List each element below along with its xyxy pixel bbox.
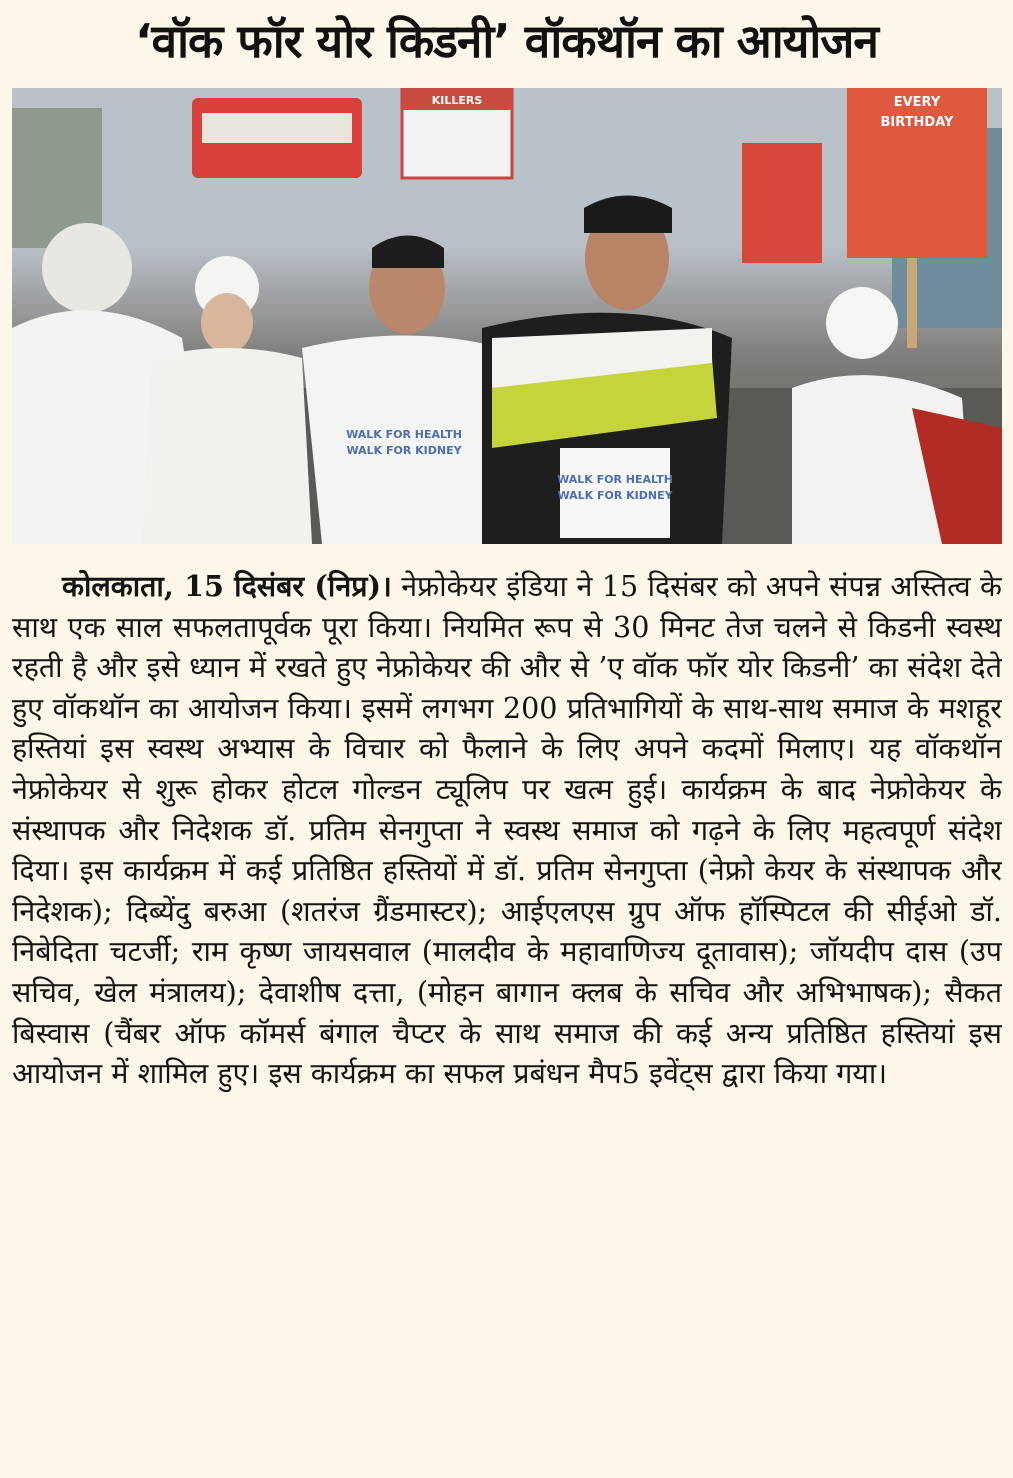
headline: ‘वॉक फॉर योर किडनी’ वॉकथॉन का आयोजन (135, 14, 878, 68)
dateline: कोलकाता, 15 दिसंबर (निप्र)। (62, 569, 392, 603)
tshirt-text-2: WALK FOR KIDNEY (346, 444, 462, 457)
bib-text-1: WALK FOR HEALTH (557, 473, 673, 486)
walkathon-photo (12, 88, 1002, 544)
tshirt-text-1: WALK FOR HEALTH (346, 428, 462, 441)
bib-text-2: WALK FOR KIDNEY (557, 489, 673, 502)
placard-left (402, 88, 512, 178)
article-text: नेफ्रोकेयर इंडिया ने 15 दिसंबर को अपने संपन्न अस्तित्व के साथ एक साल सफलतापूर्वक पूरा किया। नियमित रूप से 30 मिनट तेज चलने से किडनी स्वस्थ रहती है और इसे ध्यान में रखते हुए नेफ्रोकेयर की और से ’ए वॉक फॉर योर किडनी’ का संदेश देते हुए वॉकथॉन का आयोजन किया। इसमें लगभग 200 प्रतिभागियों के साथ-साथ समाज के मशहूर हस्तियां इस स्वस्थ अभ्यास के विचार को फैलाने के लिए अपने कदमों मिलाए। यह वॉकथॉन नेफ्रोकेयर से शुरू होकर होटल गोल्डन ट्यूलिप पर खत्म हुई। कार्यक्रम के बाद नेफ्रोकेयर के संस्थापक और निदेशक डॉ. प्रतिम सेनगुप्ता ने स्वस्थ समाज को गढ़ने के लिए महत्वपूर्ण संदेश दिया। इस कार्यक्रम में कई प्रतिष्ठित हस्तियों में डॉ. प्रतिम सेनगुप्ता (नेफ्रो केयर के संस्थापक और निदेशक); दिब्येंदु बरुआ (शतरंज ग्रैंडमास्टर); आईएलएस ग्रुप ऑफ हॉस्पिटल की सीईओ डॉ. निबेदिता चटर्जी; राम कृष्ण जायसवाल (मालदीव के महावाणिज्य दूतावास); जॉयदीप दास (उप सचिव, खेल मंत्रालय); देवाशीष दत्ता, (मोहन बागान क्लब के सचिव और अभिभाषक); सैकत बिस्वास (चैंबर ऑफ कॉमर्स बंगाल चैप्टर के साथ समाज की कई अन्य प्रतिष्ठित हस्तियां इस आयोजन में शामिल हुए। इस कार्यक्रम का सफल प्रबंधन मैप5 इवेंट्स द्वारा किया गया। (12, 569, 1002, 1091)
bus-window (202, 113, 352, 143)
placard-right-line1: EVERY (893, 95, 941, 110)
photo-illustration (12, 88, 1002, 544)
article-body (12, 566, 1002, 1466)
walker-man-center (302, 236, 502, 545)
placard-middle (742, 143, 822, 263)
walker-woman (142, 256, 312, 544)
placard-left-text: KILLERS (431, 94, 483, 107)
placard-right-line2: BIRTHDAY (880, 115, 954, 130)
walker-man-jacket (482, 196, 732, 545)
article-paragraph (12, 566, 1002, 1094)
